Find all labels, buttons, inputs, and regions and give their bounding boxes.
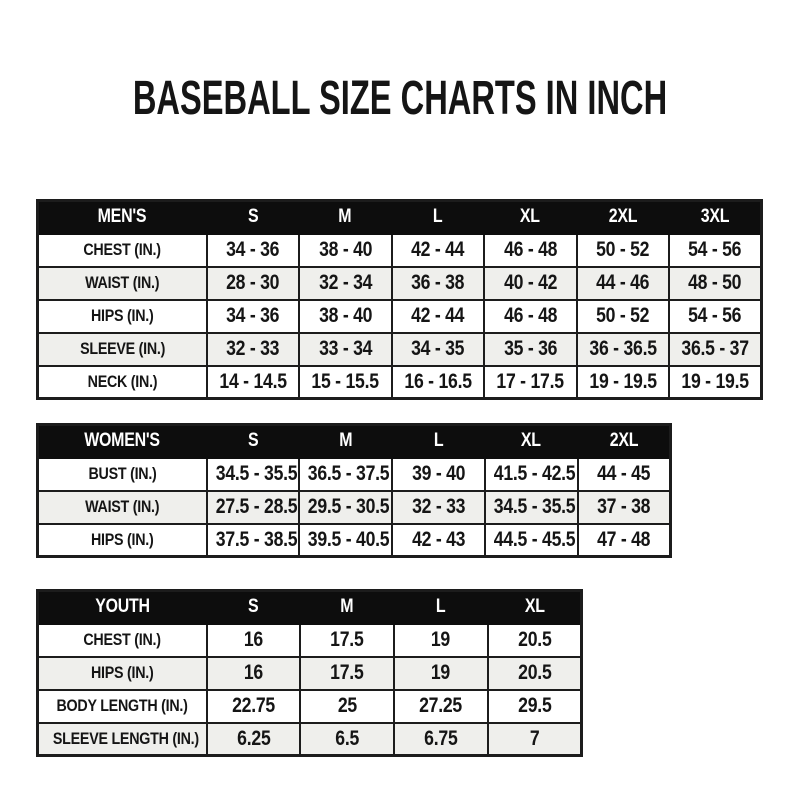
header-label: S [248, 596, 259, 618]
measure-label-cell [38, 333, 207, 366]
size-value-cell [394, 690, 488, 723]
measure-label-cell [38, 524, 207, 557]
mens-table-row [38, 267, 762, 300]
header-label: M [340, 596, 354, 618]
size-value-cell [207, 491, 300, 524]
womens-size-header-cell [299, 425, 392, 458]
womens-header-row [38, 425, 671, 458]
size-value: 17.5 [330, 661, 364, 684]
youth-group-header-cell [38, 591, 207, 624]
size-value-cell [394, 657, 488, 690]
womens-size-header-cell [207, 425, 300, 458]
size-value: 39 - 40 [411, 462, 466, 485]
measure-label: HIPS (IN.) [90, 529, 154, 549]
header-label: M [338, 206, 352, 228]
youth-size-header-cell [488, 591, 582, 624]
size-value: 34.5 - 35.5 [215, 462, 297, 485]
size-value: 25 [337, 694, 357, 717]
womens-table-row [38, 491, 671, 524]
header-label: XL [524, 596, 545, 618]
size-value: 19 [431, 628, 451, 651]
size-value-cell [392, 458, 485, 491]
size-value-cell [207, 234, 300, 267]
mens-table-row [38, 234, 762, 267]
size-value: 42 - 44 [411, 238, 465, 261]
size-value: 50 - 52 [596, 238, 650, 261]
size-value-cell [392, 524, 485, 557]
womens-size-header-cell [578, 425, 671, 458]
size-value: 41.5 - 42.5 [493, 462, 576, 485]
mens-size-header-cell [484, 201, 577, 234]
size-value-cell [392, 267, 485, 300]
size-value-cell [669, 267, 762, 300]
size-value: 20.5 [517, 661, 552, 684]
size-value: 27.5 - 28.5 [215, 495, 297, 518]
size-value: 33 - 34 [318, 337, 372, 360]
measure-label-cell [38, 458, 207, 491]
size-value-cell [300, 657, 394, 690]
size-value: 17 - 17.5 [496, 369, 564, 393]
size-value: 32 - 34 [318, 271, 372, 294]
size-value-cell [578, 458, 671, 491]
size-value-cell [299, 491, 392, 524]
size-value: 36 - 38 [411, 271, 465, 294]
measure-label-cell [38, 300, 207, 333]
size-value-cell [488, 624, 582, 657]
size-value: 16 [243, 661, 263, 684]
mens-size-header-cell [299, 201, 392, 234]
measure-label: SLEEVE (IN.) [79, 339, 165, 358]
size-value-cell [577, 234, 670, 267]
size-value-cell [207, 624, 301, 657]
size-value: 34.5 - 35.5 [493, 495, 576, 518]
header-label: 2XL [608, 206, 638, 228]
size-value-cell [299, 234, 392, 267]
measure-label: BODY LENGTH (IN.) [56, 696, 188, 715]
size-value-cell [669, 366, 762, 399]
size-value-cell [299, 333, 392, 366]
size-value-cell [392, 491, 485, 524]
measure-label: CHEST (IN.) [83, 630, 161, 649]
size-value-cell [392, 234, 485, 267]
size-value: 35 - 36 [503, 337, 557, 360]
mens-grid [36, 199, 763, 400]
measure-label: SLEEVE LENGTH (IN.) [52, 728, 199, 748]
size-value: 19 - 19.5 [589, 369, 657, 393]
size-value-cell [300, 723, 394, 756]
size-value-cell [207, 458, 300, 491]
size-value: 22.75 [231, 694, 275, 717]
womens-size-header-cell [392, 425, 485, 458]
size-value: 42 - 43 [411, 527, 466, 551]
size-value: 6.5 [335, 726, 360, 750]
size-value-cell [484, 333, 577, 366]
mens-size-header-cell [577, 201, 670, 234]
size-value: 36.5 - 37.5 [308, 462, 390, 485]
size-value-cell [299, 267, 392, 300]
size-value: 16 [243, 628, 263, 651]
womens-size-header-cell [485, 425, 578, 458]
size-value: 42 - 44 [411, 304, 465, 327]
size-value-cell [578, 491, 671, 524]
youth-table-row [38, 690, 582, 723]
mens-table-row [38, 333, 762, 366]
size-value: 39.5 - 40.5 [308, 527, 390, 551]
size-value-cell [300, 624, 394, 657]
size-value-cell [392, 333, 485, 366]
size-value: 47 - 48 [597, 527, 651, 551]
size-value: 17.5 [330, 628, 364, 651]
youth-size-header-cell [207, 591, 301, 624]
size-value: 14 - 14.5 [219, 369, 287, 393]
size-value: 29.5 - 30.5 [308, 495, 390, 518]
size-value: 46 - 48 [503, 304, 557, 327]
size-value-cell [207, 524, 300, 557]
womens-size-table [36, 423, 672, 558]
header-label: L [432, 206, 443, 228]
size-value-cell [392, 366, 485, 399]
youth-table-row [38, 657, 582, 690]
size-value-cell [484, 366, 577, 399]
size-value: 29.5 [517, 694, 552, 717]
size-value-cell [207, 267, 300, 300]
size-value: 44 - 46 [596, 271, 650, 294]
size-value: 19 [431, 661, 451, 684]
size-value: 36 - 36.5 [589, 337, 657, 360]
measure-label: HIPS (IN.) [90, 663, 154, 682]
header-label: 3XL [700, 206, 730, 228]
womens-group-header-cell [38, 425, 207, 458]
size-value-cell [485, 491, 578, 524]
womens-grid [36, 423, 672, 558]
measure-label: WAIST (IN.) [85, 273, 160, 292]
measure-label: NECK (IN.) [87, 371, 158, 391]
size-value-cell [669, 234, 762, 267]
page-title: BASEBALL SIZE CHARTS IN INCH [132, 72, 668, 125]
size-value: 46 - 48 [503, 238, 557, 261]
size-value: 28 - 30 [226, 271, 280, 294]
size-value-cell [578, 524, 671, 557]
size-value-cell [207, 333, 300, 366]
size-value-cell [488, 690, 582, 723]
measure-label-cell [38, 234, 207, 267]
measure-label: HIPS (IN.) [90, 306, 154, 325]
size-value: 34 - 36 [226, 304, 280, 327]
youth-size-header-cell [394, 591, 488, 624]
size-value-cell [484, 300, 577, 333]
size-value-cell [207, 690, 301, 723]
size-value-cell [300, 690, 394, 723]
size-value-cell [485, 458, 578, 491]
measure-label-cell [38, 690, 207, 723]
womens-table-row [38, 458, 671, 491]
size-value: 54 - 56 [688, 304, 742, 327]
size-value-cell [577, 333, 670, 366]
measure-label: WAIST (IN.) [85, 497, 160, 516]
header-label: XL [520, 206, 541, 228]
youth-table-row [38, 624, 582, 657]
size-value: 38 - 40 [318, 304, 372, 327]
youth-header-row [38, 591, 582, 624]
size-value: 6.25 [236, 726, 271, 750]
header-label: S [247, 206, 258, 228]
size-value-cell [484, 267, 577, 300]
measure-label-cell [38, 267, 207, 300]
header-label: L [433, 430, 444, 452]
youth-grid [36, 589, 583, 757]
mens-table-row [38, 366, 762, 399]
header-label: YOUTH [94, 596, 150, 618]
size-value-cell [488, 723, 582, 756]
mens-group-header-cell [38, 201, 207, 234]
size-value-cell [577, 267, 670, 300]
size-value-cell [394, 723, 488, 756]
size-value: 16 - 16.5 [404, 369, 472, 393]
size-value: 50 - 52 [596, 304, 650, 327]
mens-size-header-cell [392, 201, 485, 234]
womens-table-row [38, 524, 671, 557]
size-value-cell [577, 366, 670, 399]
size-value: 44.5 - 45.5 [493, 527, 576, 551]
measure-label-cell [38, 657, 207, 690]
youth-size-header-cell [300, 591, 394, 624]
size-value-cell [299, 300, 392, 333]
header-label: 2XL [609, 430, 639, 452]
size-value: 34 - 35 [411, 337, 465, 360]
size-value: 15 - 15.5 [311, 369, 379, 393]
header-label: M [339, 430, 353, 452]
size-value: 40 - 42 [503, 271, 557, 294]
youth-size-table [36, 589, 583, 757]
header-label: L [436, 596, 446, 618]
size-value-cell [207, 366, 300, 399]
size-value: 20.5 [517, 628, 552, 651]
size-value-cell [299, 524, 392, 557]
header-label: S [247, 430, 259, 452]
size-value: 38 - 40 [318, 238, 372, 261]
size-value-cell [669, 333, 762, 366]
mens-size-table [36, 199, 763, 400]
size-value-cell [577, 300, 670, 333]
size-value-cell [394, 624, 488, 657]
size-value: 32 - 33 [226, 337, 280, 360]
measure-label-cell [38, 491, 207, 524]
size-value: 19 - 19.5 [681, 369, 749, 393]
size-value: 7 [529, 726, 540, 750]
header-label: WOMEN'S [84, 430, 161, 452]
youth-table-row [38, 723, 582, 756]
size-value: 37.5 - 38.5 [215, 527, 297, 551]
size-value: 36.5 - 37 [681, 337, 749, 360]
header-label: XL [521, 430, 542, 452]
size-value-cell [392, 300, 485, 333]
size-value: 37 - 38 [597, 495, 651, 518]
measure-label-cell [38, 366, 207, 399]
size-value-cell [207, 300, 300, 333]
measure-label-cell [38, 624, 207, 657]
size-value: 48 - 50 [688, 271, 742, 294]
size-value: 32 - 33 [411, 495, 466, 518]
size-value-cell [484, 234, 577, 267]
size-value-cell [669, 300, 762, 333]
mens-table-row [38, 300, 762, 333]
measure-label: CHEST (IN.) [83, 240, 161, 259]
size-value: 34 - 36 [226, 238, 280, 261]
mens-size-header-cell [669, 201, 762, 234]
size-value: 27.25 [419, 694, 463, 717]
size-value: 6.75 [424, 726, 458, 750]
size-value-cell [485, 524, 578, 557]
size-value-cell [207, 657, 301, 690]
size-value-cell [299, 366, 392, 399]
size-value: 54 - 56 [688, 238, 742, 261]
size-value-cell [207, 723, 301, 756]
measure-label-cell [38, 723, 207, 756]
size-value: 44 - 45 [597, 462, 651, 485]
measure-label: BUST (IN.) [88, 464, 157, 483]
header-label: MEN'S [97, 206, 147, 228]
mens-header-row [38, 201, 762, 234]
mens-size-header-cell [207, 201, 300, 234]
size-value-cell [299, 458, 392, 491]
size-value-cell [488, 657, 582, 690]
